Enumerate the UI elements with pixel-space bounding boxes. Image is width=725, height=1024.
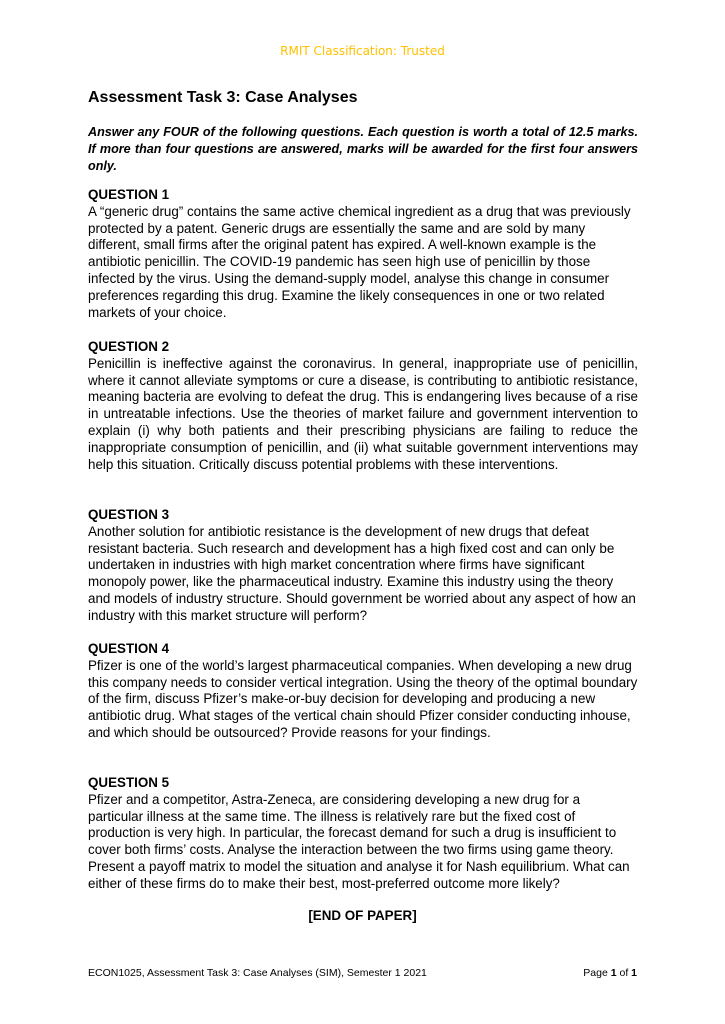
question-3-heading: QUESTION 3	[88, 507, 170, 522]
footer-course-info: ECON1025, Assessment Task 3: Case Analyses (SIM), Semester 1 2021	[88, 967, 427, 979]
page-prefix: Page	[583, 967, 611, 979]
question-4	[88, 641, 638, 742]
question-5-body: Pfizer and a competitor, Astra-Zeneca, are considering developing a new drug for a particular illness at the same time. The illness is relatively rare but the fixed cost of production is very high. In particular, the forecast demand for such a drug is insufficient to cover both firms’ costs. Analyse the interaction between the two firms using game theory. Present a payoff matrix to model the situation and analyse it for Nash equilibrium. What can either of these firms do to make their best, most-preferred outcome more likely?	[88, 791, 630, 891]
question-5	[88, 775, 638, 893]
page-total: 1	[631, 967, 637, 979]
question-5-heading: QUESTION 5	[88, 775, 170, 790]
question-2-body: Penicillin is ineffective against the coronavirus. In general, inappropriate use of penicillin, where it cannot alleviate symptoms or cure a disease, is contributing to antibiotic resistance, meaning bacteria are evolving to defeat the drug. This is endangering lives because of a rise in untreatable infections. Use the theories of market failure and government intervention to explain (i) why both patients and their prescribing physicians are failing to reduce the inappropriate consumption of penicillin, and (ii) what suitable government interventions may help this situation. Critically discuss potential problems with these interventions.	[88, 355, 638, 472]
footer-page-number	[583, 967, 637, 979]
question-2-heading: QUESTION 2	[88, 339, 170, 354]
question-2	[88, 339, 638, 473]
question-1-body: A “generic drug” contains the same active chemical ingredient as a drug that was previously protected by a patent. Generic drugs are essentially the same and are sold by many different, small firms after the original patent has expired. A well-known example is the antibiotic penicillin. The COVID-19 pandemic has seen high use of penicillin by those infected by the virus. Using the demand-supply model, analyse this change in consumer preferences regarding this drug. Examine the likely consequences in one or two related markets of your choice.	[88, 203, 631, 320]
question-1-heading: QUESTION 1	[88, 187, 170, 202]
question-3	[88, 507, 638, 625]
question-3-body: Another solution for antibiotic resistance is the development of new drugs that defeat resistant bacteria. Such research and development has a high fixed cost and can only be undertaken in industries with high market concentration where firms have significant monopoly power, like the pharmaceutical industry. Examine this industry using the theory and models of industry structure. Should government be worried about any aspect of how an industry with this market structure will perform?	[88, 523, 636, 623]
instructions-text: Answer any FOUR of the following questions. Each question is worth a total of 12.5 marks. If more than four questions are answered, marks will be awarded for the first four answers only.	[88, 125, 638, 173]
page-of: of	[616, 967, 632, 979]
question-4-body: Pfizer is one of the world’s largest pharmaceutical companies. When developing a new drug this company needs to consider vertical integration. Using the theory of the optimal boundary of the firm, discuss Pfizer’s make-or-buy decision for developing and producing a new antibiotic drug. What stages of the vertical chain should Pfizer consider conducting inhouse, and which should be outsourced? Provide reasons for your findings.	[88, 657, 638, 740]
end-of-paper-marker: [END OF PAPER]	[308, 908, 417, 923]
page-current: 1	[610, 967, 617, 979]
question-4-heading: QUESTION 4	[88, 641, 170, 656]
classification-label: RMIT Classification: Trusted	[280, 44, 445, 58]
question-1	[88, 187, 638, 321]
document-title: Assessment Task 3: Case Analyses	[88, 89, 358, 106]
